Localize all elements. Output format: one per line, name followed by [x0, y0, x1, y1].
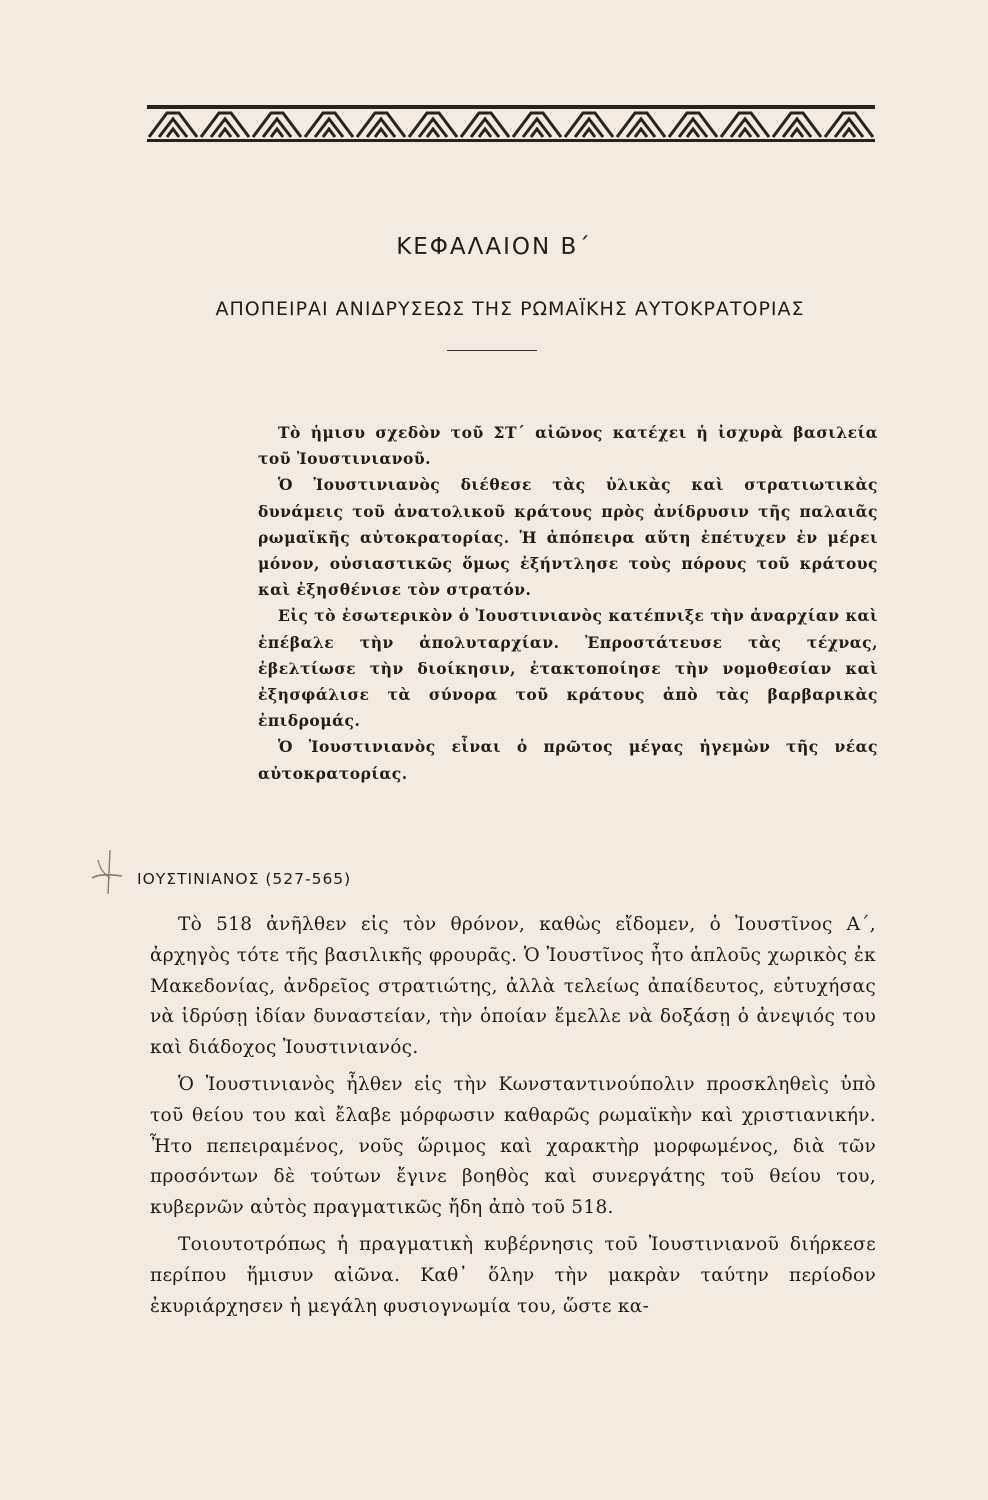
section-heading: ΙΟΥΣΤΙΝΙΑΝΟΣ (527-565): [137, 870, 352, 888]
ornament-motif: [149, 113, 197, 137]
ornament-motif: [721, 113, 769, 137]
body-paragraph: Τοιουτοτρόπως ἡ πραγματικὴ κυβέρνησις τοῦ Ἰουστινιανοῦ διήρκεσε περίπου ἥμισυν αἰῶνα. Καθ᾿ ὅλην τὴν μακρὰν ταύτην περίοδον ἐκυριάρχησεν ἡ μεγάλη φυσιογνωμία του, ὥστε κα-: [150, 1233, 876, 1317]
ornament-motif: [305, 113, 353, 137]
body-paragraph: Ὁ Ἰουστινιανὸς ἦλθεν εἰς τὴν Κωνσταντινούπολιν προσκληθεὶς ὑπὸ τοῦ θείου του καὶ ἔλαβε μόρφωσιν καθαρῶς ρωμαϊκὴν καὶ χριστιανικήν. Ἦτο πεπειραμένος, νοῦς ὥριμος καὶ χαρακτὴρ μορφωμένος, διὰ τῶν προσόντων δὲ τούτων ἔγινε βοηθὸς καὶ συνεργάτης τοῦ θείου του, κυβερνῶν αὐτὸς πραγματικῶς ἤδη ἀπὸ τοῦ 518.: [150, 1073, 876, 1219]
body-paragraph: Τὸ 518 ἀνῆλθεν εἰς τὸν θρόνον, καθὼς εἴδομεν, ὁ Ἰουστῖνος Α΄, ἀρχηγὸς τότε τῆς βασιλικῆς φρουρᾶς. Ὁ Ἰουστῖνος ἦτο ἁπλοῦς χωρικὸς ἐκ Μακεδονίας, ἀνδρεῖος στρατιώτης, ἀλλὰ τελείως ἀπαίδευτος, εὐτυχήσας νὰ ἱδρύσῃ ἰδίαν δυναστείαν, τὴν ὁποίαν ἔμελλε νὰ δοξάσῃ ὁ ἀνεψιός του καὶ διάδοχος Ἰουστινιανός.: [150, 914, 876, 1059]
margin-pencil-mark-icon: [88, 848, 126, 896]
ornament-motif: [253, 113, 301, 137]
ornament-motif: [773, 113, 821, 137]
ornament-motif: [357, 113, 405, 137]
title-divider: [447, 350, 537, 351]
ornament-motif: [409, 113, 457, 137]
body-text: [150, 910, 876, 1328]
meander-ornament-band: [147, 105, 875, 145]
ornament-motif: [617, 113, 665, 137]
summary-paragraph: Εἰς τὸ ἐσωτερικὸν ὁ Ἰουστινιανὸς κατέπνιξε τὴν ἀναρχίαν καὶ ἐπέβαλε τὴν ἀπολυταρχίαν. Ἐπροστάτευσε τὰς τέχνας, ἐβελτίωσε τὴν διοίκησιν, ἐτακτοποίησε τὴν νομοθεσίαν καὶ ἐξησφάλισε τὰ σύνορα τοῦ κράτους ἀπὸ τὰς βαρβαρικὰς ἐπιδρομάς.: [258, 606, 878, 731]
ornament-motif: [565, 113, 613, 137]
ornament-motif: [513, 113, 561, 137]
chapter-title: ΚΕΦΑΛΑΙΟΝ Β΄: [396, 234, 592, 260]
chapter-summary: [258, 420, 878, 787]
ornament-motif: [461, 113, 509, 137]
ornament-motif: [825, 113, 873, 137]
summary-paragraph: Ὁ Ἰουστινιανὸς διέθεσε τὰς ὑλικὰς καὶ στρατιωτικὰς δυνάμεις τοῦ ἀνατολικοῦ κράτους πρὸς ἀνίδρυσιν τῆς παλαιᾶς ρωμαϊκῆς αὐτοκρατορίας. Ἡ ἀπόπειρα αὕτη ἐπέτυχεν ἐν μέρει μόνον, οὐσιαστικῶς ὅμως ἐξήντλησε τοὺς πόρους τοῦ κράτους καὶ ἐξησθένισε τὸν στρατόν.: [258, 475, 878, 600]
summary-paragraph: Τὸ ἡμισυ σχεδὸν τοῦ ΣΤ΄ αἰῶνος κατέχει ἡ ἰσχυρὰ βασιλεία τοῦ Ἰουστινιανοῦ.: [258, 423, 878, 469]
chapter-subtitle: ΑΠΟΠΕΙΡΑΙ ΑΝΙΔΡΥΣΕΩΣ ΤΗΣ ΡΩΜΑΪΚΗΣ ΑΥΤΟΚΡΑΤΟΡΙΑΣ: [215, 298, 805, 320]
ornament-motif: [669, 113, 717, 137]
ornament-motif: [201, 113, 249, 137]
summary-paragraph: Ὁ Ἰουστινιανὸς εἶναι ὁ πρῶτος μέγας ἡγεμὼν τῆς νέας αὐτοκρατορίας.: [258, 737, 878, 783]
